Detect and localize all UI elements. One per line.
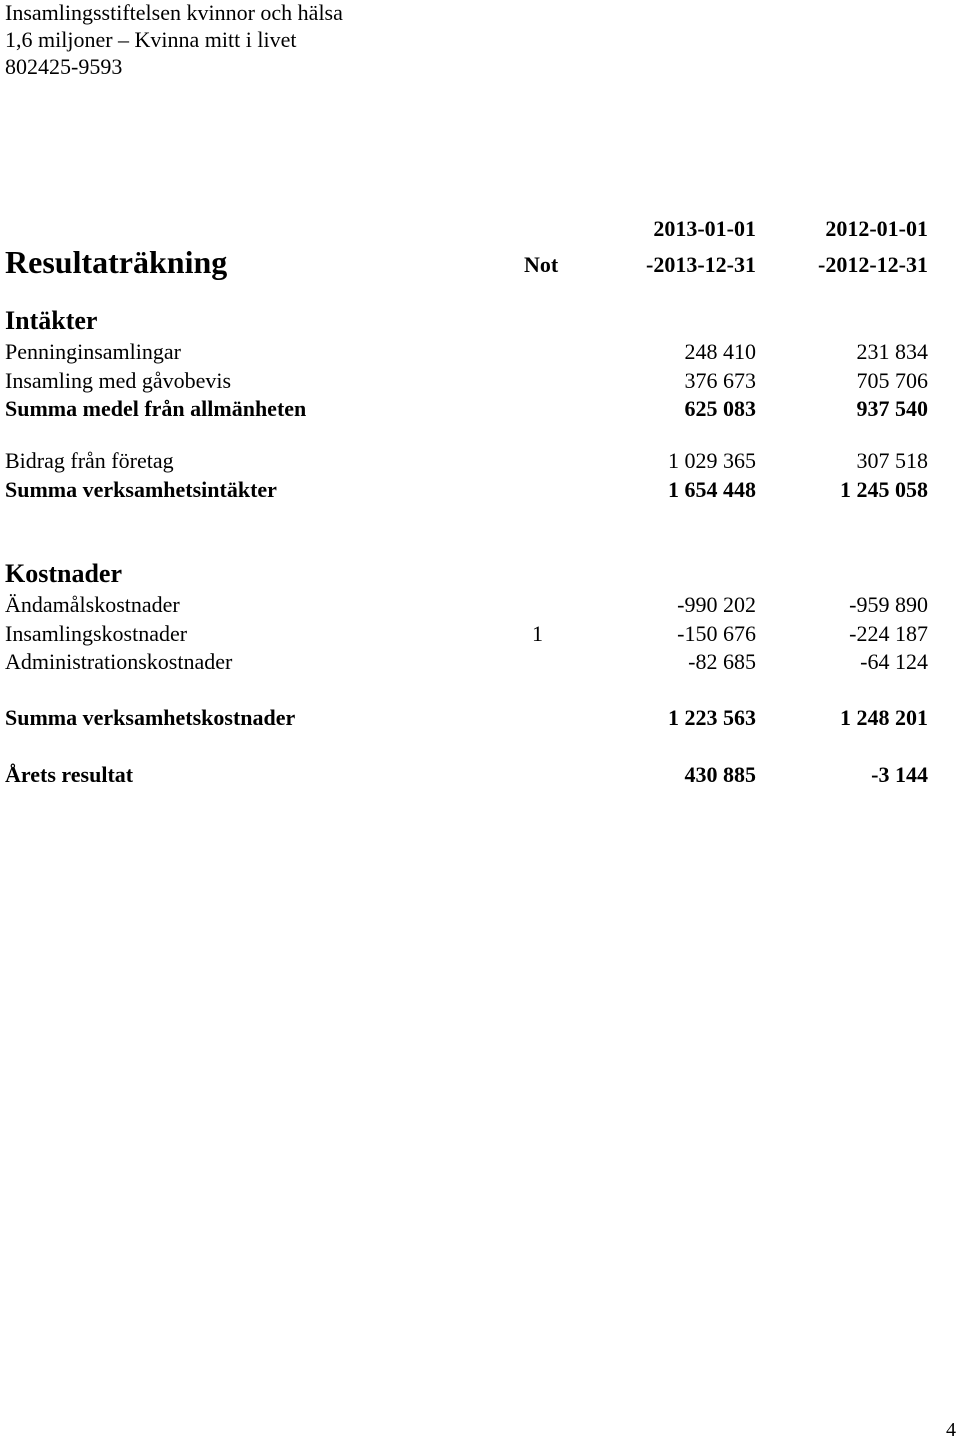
row-label: Penninginsamlingar — [5, 339, 181, 364]
value-2013: 376 673 — [684, 368, 756, 393]
row-label: Summa verksamhetskostnader — [5, 705, 296, 730]
value-2013: -150 676 — [677, 621, 756, 646]
table-row — [0, 621, 960, 651]
value-2012: -3 144 — [871, 762, 928, 787]
page-number: 4 — [946, 1419, 956, 1441]
value-2012: 231 834 — [856, 339, 928, 364]
row-label: Insamling med gåvobevis — [5, 368, 232, 393]
value-2012: -64 124 — [860, 649, 928, 674]
value-2012: 705 706 — [856, 368, 928, 393]
row-label: Bidrag från företag — [5, 448, 174, 473]
statement-title: Resultaträkning — [5, 244, 228, 280]
title-row — [0, 244, 960, 282]
period-2013-end: -2013-12-31 — [646, 252, 756, 277]
value-2012: 937 540 — [856, 396, 928, 421]
table-row — [0, 368, 960, 398]
period-2012-start: 2012-01-01 — [825, 216, 928, 241]
campaign-subtitle: 1,6 miljoner – Kvinna mitt i livet — [5, 27, 297, 52]
period-2012-end: -2012-12-31 — [818, 252, 928, 277]
value-2013: 430 885 — [684, 762, 756, 787]
income-heading: Intäkter — [5, 306, 98, 335]
value-2013: 1 654 448 — [668, 477, 756, 502]
table-row — [0, 592, 960, 622]
table-row — [0, 339, 960, 369]
value-2012: -959 890 — [849, 592, 928, 617]
value-2012: 1 248 201 — [840, 705, 928, 730]
table-row — [0, 396, 960, 426]
table-row — [0, 448, 960, 478]
value-2013: 625 083 — [684, 396, 756, 421]
row-label: Summa verksamhetsintäkter — [5, 477, 277, 502]
value-2012: 307 518 — [856, 448, 928, 473]
note-ref: 1 — [532, 621, 543, 646]
note-header: Not — [524, 252, 559, 277]
organization-name: Insamlingsstiftelsen kvinnor och hälsa — [5, 0, 343, 25]
costs-heading: Kostnader — [5, 559, 122, 588]
table-row — [0, 649, 960, 679]
table-row — [0, 705, 960, 735]
table-row — [0, 762, 960, 792]
period-start-row — [0, 216, 960, 246]
income-heading-row — [0, 306, 960, 336]
value-2013: 1 029 365 — [668, 448, 756, 473]
costs-heading-row — [0, 559, 960, 589]
row-label: Administrationskostnader — [5, 649, 233, 674]
value-2013: -82 685 — [688, 649, 756, 674]
organization-number: 802425-9593 — [5, 54, 123, 79]
value-2012: -224 187 — [849, 621, 928, 646]
table-row — [0, 477, 960, 507]
value-2012: 1 245 058 — [840, 477, 928, 502]
row-label: Summa medel från allmänheten — [5, 396, 307, 421]
row-label: Ändamålskostnader — [5, 592, 180, 617]
value-2013: 1 223 563 — [668, 705, 756, 730]
period-2013-start: 2013-01-01 — [653, 216, 756, 241]
value-2013: 248 410 — [684, 339, 756, 364]
row-label: Årets resultat — [5, 762, 134, 787]
row-label: Insamlingskostnader — [5, 621, 188, 646]
value-2013: -990 202 — [677, 592, 756, 617]
